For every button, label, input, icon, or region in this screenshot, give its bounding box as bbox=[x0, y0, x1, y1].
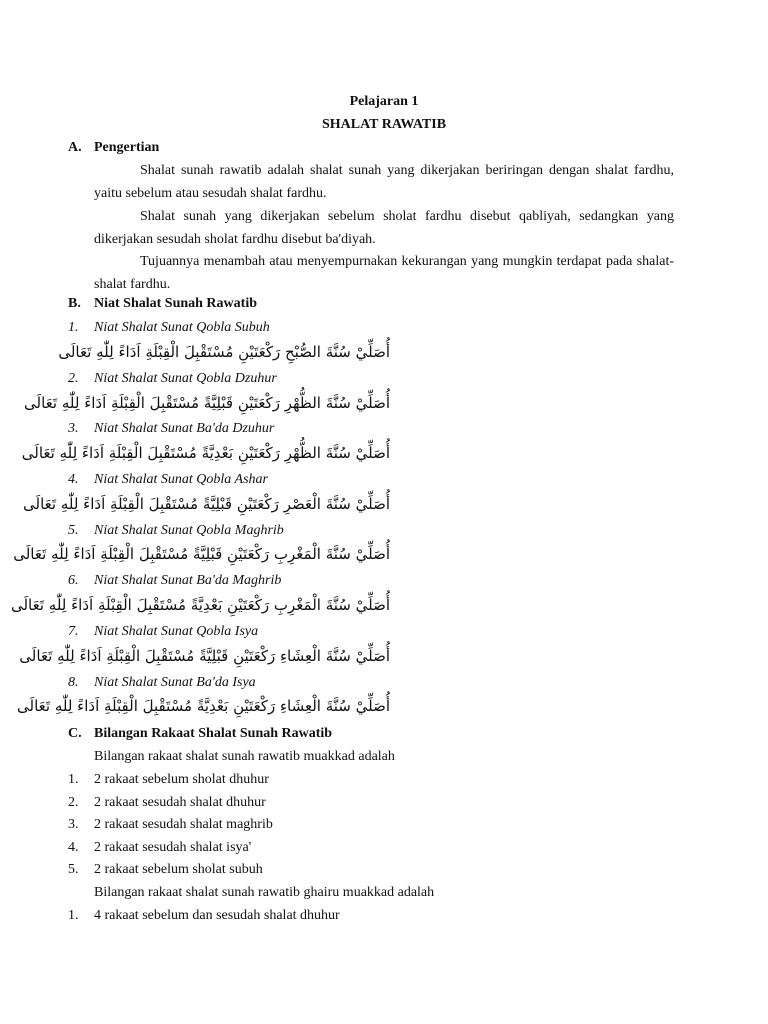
section-b-title: Niat Shalat Sunah Rawatib bbox=[94, 296, 257, 311]
ghairu-item-1: 1. 4 rakaat sebelum dan sesudah shalat dhuhur bbox=[68, 908, 340, 923]
section-c-title: Bilangan Rakaat Shalat Sunah Rawatib bbox=[94, 726, 333, 741]
muakkad-item-4: 4. 2 rakaat sesudah shalat isya' bbox=[68, 840, 252, 855]
section-a-letter: A. bbox=[68, 140, 82, 155]
niat-item-1-arabic: أُصَلِّيْ سُنَّةَ الصُّبْحِ رَكْعَتَيْنِ مُسْتَقْبِلَ الْقِبْلَةِ اَدَاءً لِلّٰهِ تَعَالَى bbox=[58, 343, 390, 361]
niat-item-2-label: 2. Niat Shalat Sunat Qobla Dzuhur bbox=[68, 371, 277, 386]
muakkad-intro: Bilangan rakaat shalat sunah rawatib muakkad adalah bbox=[94, 749, 395, 764]
niat-item-6-arabic: أُصَلِّيْ سُنَّةَ الْمَغْرِبِ رَكْعَتَيْنِ بَعْدِيَّةً مُسْتَقْبِلَ الْقِبْلَةِ اَدَاءً لِلّٰهِ تَعَالَى bbox=[10, 596, 390, 614]
niat-item-5-arabic: أُصَلِّيْ سُنَّةَ الْمَغْرِبِ رَكْعَتَيْنِ قَبْلِيَّةً مُسْتَقْبِلَ الْقِبْلَةِ اَدَاءً لِلّٰهِ تَعَالَى bbox=[13, 545, 390, 563]
section-c-letter: C. bbox=[68, 726, 82, 741]
ghairu-intro: Bilangan rakaat shalat sunah rawatib ghairu muakkad adalah bbox=[94, 885, 435, 900]
niat-item-3-label: 3. Niat Shalat Sunat Ba'da Dzuhur bbox=[68, 421, 275, 436]
section-a-paragraph-1: Shalat sunah rawatib adalah shalat sunah yang dikerjakan beriringan dengan shalat fardhu, yaitu sebelum atau sesudah shalat fardhu. bbox=[94, 163, 674, 201]
niat-item-5-label: 5. Niat Shalat Sunat Qobla Maghrib bbox=[68, 523, 284, 538]
niat-item-3-arabic: أُصَلِّيْ سُنَّةَ الظُّهْرِ رَكْعَتَيْنِ بَعْدِيَّةً مُسْتَقْبِلَ الْقِبْلَةِ اَدَاءً لِلّٰهِ تَعَالَى bbox=[21, 444, 390, 462]
section-a-paragraph-3: Tujuannya menambah atau menyempurnakan kekurangan yang mungkin terdapat pada shalat-shalat fardhu. bbox=[94, 254, 674, 292]
niat-item-4-arabic: أُصَلِّيْ سُنَّةَ الْعَصْرِ رَكْعَتَيْنِ قَبْلِيَّةً مُسْتَقْبِلَ الْقِبْلَةِ اَدَاءً لِلّٰهِ تَعَالَى bbox=[23, 495, 390, 513]
niat-item-6-label: 6. Niat Shalat Sunat Ba'da Maghrib bbox=[68, 573, 282, 588]
niat-item-7-label: 7. Niat Shalat Sunat Qobla Isya bbox=[68, 624, 259, 639]
section-b-letter: B. bbox=[68, 296, 81, 311]
niat-item-2-arabic: أُصَلِّيْ سُنَّةَ الظُّهْرِ رَكْعَتَيْنِ قَبْلِيَّةً مُسْتَقْبِلَ الْقِبْلَةِ اَدَاءً لِلّٰهِ تَعَالَى bbox=[24, 394, 390, 412]
muakkad-item-2: 2. 2 rakaat sesudah shalat dhuhur bbox=[68, 795, 266, 810]
niat-item-7-arabic: أُصَلِّيْ سُنَّةَ الْعِشَاءِ رَكْعَتَيْنِ قَبْلِيَّةً مُسْتَقْبِلَ الْقِبْلَةِ اَدَاءً لِلّٰهِ تَعَالَى bbox=[19, 647, 390, 665]
niat-item-4-label: 4. Niat Shalat Sunat Qobla Ashar bbox=[68, 472, 268, 487]
muakkad-item-5: 5. 2 rakaat sebelum sholat subuh bbox=[68, 862, 263, 877]
lesson-label: Pelajaran 1 bbox=[349, 94, 419, 109]
section-c-heading bbox=[68, 726, 332, 742]
section-a-title: Pengertian bbox=[94, 140, 160, 155]
section-a-paragraph-2: Shalat sunah yang dikerjakan sebelum sholat fardhu disebut qabliyah, sedangkan yang dikerjakan sesudah sholat fardhu disebut ba'diyah. bbox=[94, 209, 674, 247]
muakkad-item-1: 1. 2 rakaat sebelum sholat dhuhur bbox=[68, 772, 269, 787]
niat-item-8-label: 8. Niat Shalat Sunat Ba'da Isya bbox=[68, 675, 256, 690]
section-a-heading bbox=[68, 140, 159, 156]
muakkad-item-3: 3. 2 rakaat sesudah shalat maghrib bbox=[68, 817, 273, 832]
section-b-heading bbox=[68, 296, 257, 312]
page-title: SHALAT RAWATIB bbox=[321, 117, 447, 132]
niat-item-1-label: 1. Niat Shalat Sunat Qobla Subuh bbox=[68, 320, 270, 335]
niat-item-8-arabic: أُصَلِّيْ سُنَّةَ الْعِشَاءِ رَكْعَتَيْنِ بَعْدِيَّةً مُسْتَقْبِلَ الْقِبْلَةِ اَدَاءً لِلّٰهِ تَعَالَى bbox=[17, 697, 390, 715]
